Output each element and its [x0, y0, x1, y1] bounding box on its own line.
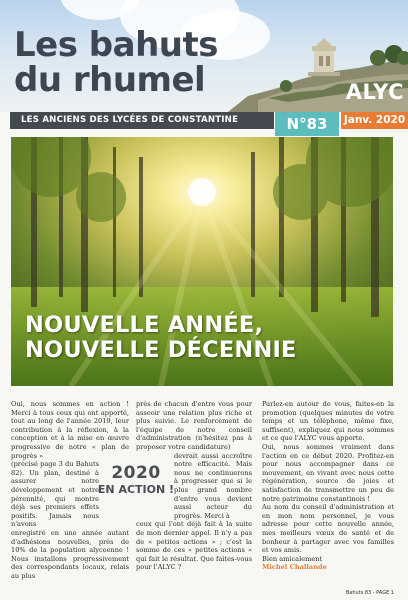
article-paragraph: ceux qui l'ont déjà fait à la suite de mon dernier appel. Il n'y a pas de « petites actions » ; c'est la somme de ces « petites actions » qui fait le résultat. Que faites-vous pour l'ALYC ? [136, 520, 252, 572]
closing-line: Bien amicalement [262, 554, 323, 563]
year-callout [96, 464, 176, 496]
article-paragraph: devrait aussi accroître notre efficacité. Mais nous ne continuerons à progresser que si le plus grand nombre d'entre vous devient aussi acteur du progrès. Merci à [174, 451, 252, 520]
article-paragraph: Parlez-en autour de vous, faites-en la promotion (quelques minutes de votre temps et un téléphone, même fixe, suffisent), expliquez qui nous sommes et ce que l'ALYC vous apporte. [262, 400, 394, 443]
issue-number: N°83 [286, 115, 328, 133]
subtitle-bar: LES ANCIENS DES LYCÉES DE CONSTANTINE [10, 112, 274, 129]
cover-photo [11, 137, 393, 386]
issue-date-badge: Janv. 2020 [341, 112, 408, 129]
headline-line-2: NOUVELLE DÉCENNIE [25, 337, 297, 363]
article-paragraph: près de chacun d'entre vous pour asseoir une relation plus riche et plus suivie. Le renforcement de l'équipe de notre conseil d'administration (n'hésitez pas à proposer votre candidature) [136, 400, 252, 451]
title-line-1: Les bahuts [14, 25, 218, 65]
masthead [0, 0, 408, 112]
article-column-3 [262, 400, 394, 572]
article-paragraph: enregistré en une année autant d'adhésions nouvelles, près de 10% de la population alyceenne ! Nous installons progressivement des correspondants locaux, relais au plus [11, 528, 129, 580]
callout-action: EN ACTION ! [97, 483, 175, 496]
cover-headline [25, 313, 297, 363]
article-paragraph: Oui, nous sommes vraiment dans l'action en ce début 2020. Profitez-en pour nous accompagner dans ce mouvement, en vivant avec nous cette régénération, source de joies et satisfaction de transmettre un peu de notre patrimoine constantinois ! [262, 442, 394, 503]
signature: Michel Challande [262, 563, 327, 572]
page-footer: Bahuts 83 - PAGE 1 [345, 590, 394, 596]
article-paragraph: (précisé page 3 du Bahuts 82). Un plan, destiné à assurer notre développement et notre pérennité, qui montre déjà ses premiers effets positifs. Jamais nous n'avons [11, 460, 99, 529]
headline-line-1: NOUVELLE ANNÉE, [25, 312, 264, 338]
article-paragraph: Au nom du conseil d'administration et en mon nom personnel, je vous adresse pour cette nouvelle année, mes meilleurs vœux de santé et de bonheur à partager avec vos familles et vos amis. [262, 503, 394, 555]
alyc-logo: ALYC [345, 80, 404, 104]
article-paragraph: Oui, nous sommes en action ! Merci à tous ceux qui ont apporté, tout au long de l'année 2019, leur contribution à la réflexion, à la conception et à la mise en œuvre progressive de notre « plan de progrès » [11, 400, 129, 460]
issue-number-badge [275, 112, 339, 136]
callout-year: 2020 [111, 463, 161, 483]
newsletter-title [14, 25, 218, 100]
title-line-2: du rhumel [14, 60, 206, 100]
